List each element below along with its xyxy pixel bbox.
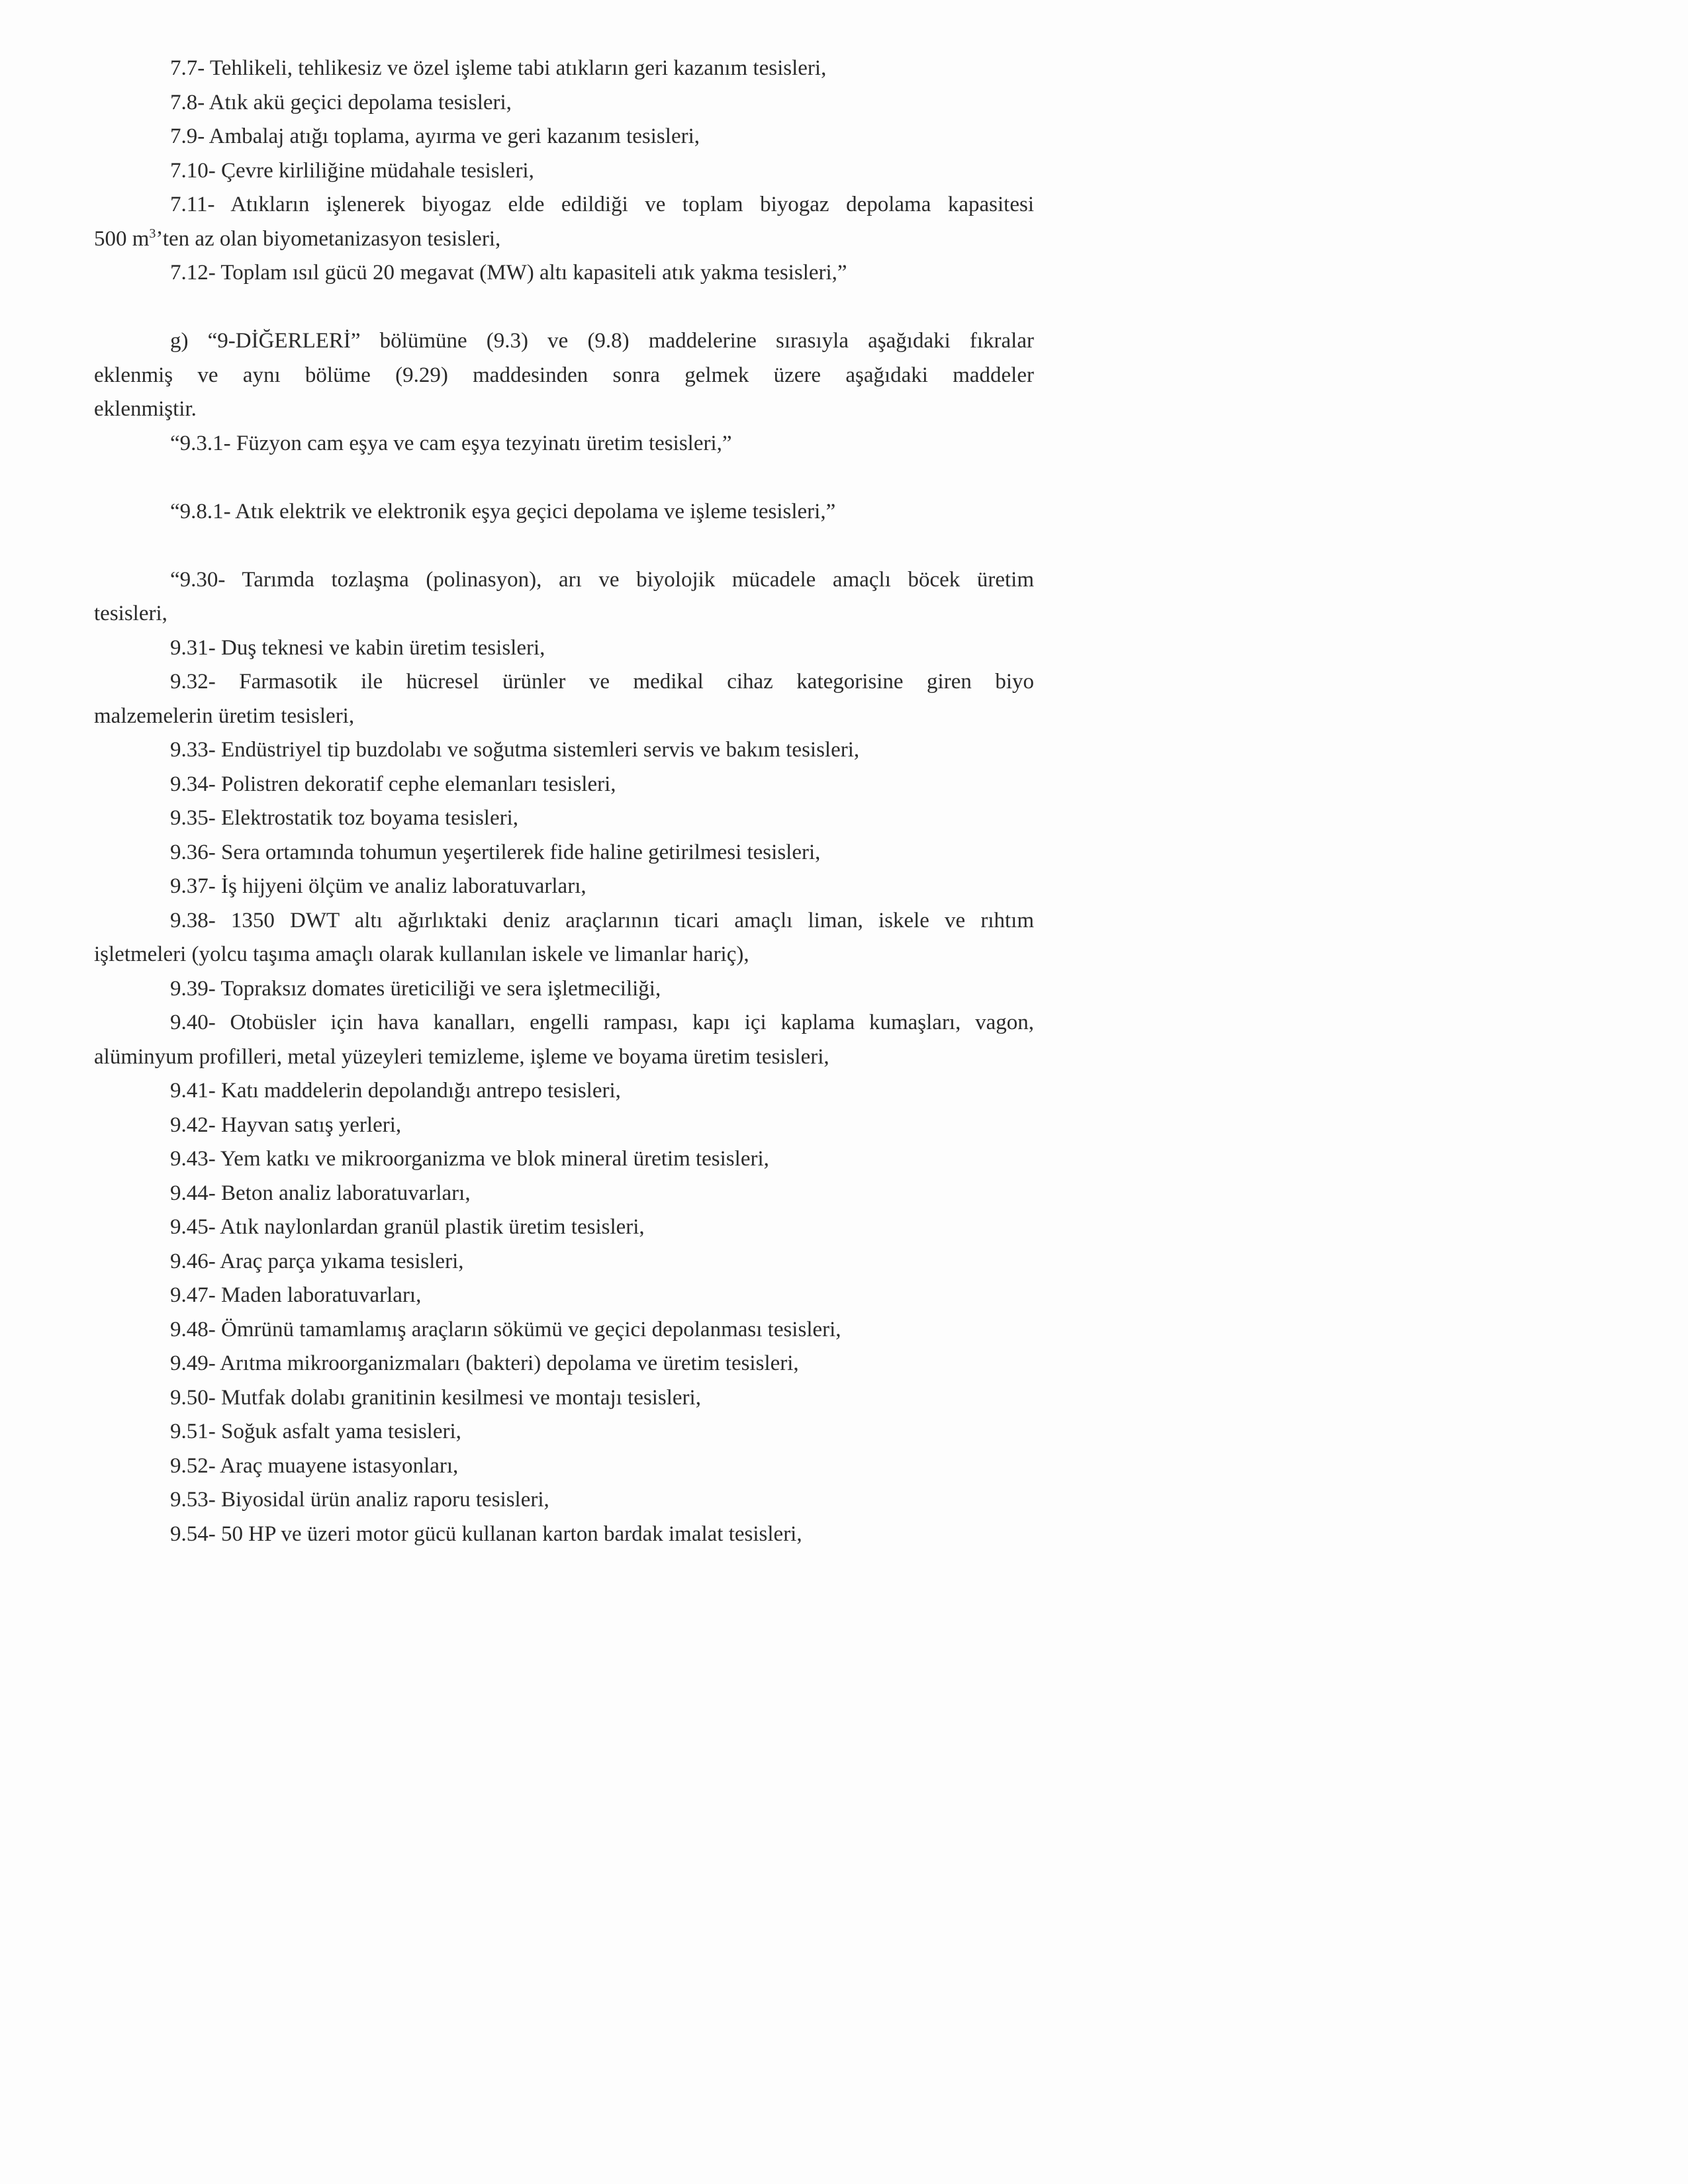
list-item-7-8: 7.8- Atık akü geçici depolama tesisleri, xyxy=(170,90,512,114)
list-item-9-34: 9.34- Polistren dekoratif cephe elemanları tesisleri, xyxy=(170,772,616,796)
list-item-9-45: 9.45- Atık naylonlardan granül plastik üretim tesisleri, xyxy=(170,1215,645,1239)
clause-g-line-3: eklenmiştir. xyxy=(94,397,197,421)
document-body xyxy=(94,52,1034,1551)
list-item-9-30-line-2: tesisleri, xyxy=(94,602,167,625)
list-item-9-39: 9.39- Topraksız domates üreticiliği ve sera işletmeciliği, xyxy=(170,976,661,1001)
spacer xyxy=(94,529,1034,563)
spacer xyxy=(94,291,1034,325)
list-item-9-42: 9.42- Hayvan satış yerleri, xyxy=(170,1113,402,1137)
list-item-7-7: 7.7- Tehlikeli, tehlikesiz ve özel işleme tabi atıkların geri kazanım tesisleri, xyxy=(170,56,827,80)
list-item-9-48: 9.48- Ömrünü tamamlamış araçların sökümü ve geçici depolanması tesisleri, xyxy=(170,1317,841,1342)
list-item-9-41: 9.41- Katı maddelerin depolandığı antrepo tesisleri, xyxy=(170,1079,621,1103)
list-item-7-10: 7.10- Çevre kirliliğine müdahale tesisleri, xyxy=(170,158,534,183)
list-item-9-49: 9.49- Arıtma mikroorganizmaları (bakteri) depolama ve üretim tesisleri, xyxy=(170,1351,799,1375)
list-item-9-3-1: “9.3.1- Füzyon cam eşya ve cam eşya tezyinatı üretim tesisleri,” xyxy=(170,431,732,455)
list-item-9-52: 9.52- Araç muayene istasyonları, xyxy=(170,1453,459,1478)
list-item-7-11-rest: ’ten az olan biyometanizasyon tesisleri, xyxy=(156,226,501,251)
list-item-9-47: 9.47- Maden laboratuvarları, xyxy=(170,1283,422,1307)
list-item-9-50: 9.50- Mutfak dolabı granitinin kesilmesi ve montajı tesisleri, xyxy=(170,1385,701,1410)
list-item-7-12: 7.12- Toplam ısıl gücü 20 megavat (MW) altı kapasiteli atık yakma tesisleri,” xyxy=(170,261,847,285)
list-item-9-30-line-1: “9.30- Tarımda tozlaşma (polinasyon), arı ve biyolojik mücadele amaçlı böcek üretim xyxy=(170,567,1034,592)
list-item-9-8-1: “9.8.1- Atık elektrik ve elektronik eşya geçici depolama ve işleme tesisleri,” xyxy=(170,499,836,523)
list-item-7-9: 7.9- Ambalaj atığı toplama, ayırma ve geri kazanım tesisleri, xyxy=(170,124,700,148)
list-item-9-31: 9.31- Duş teknesi ve kabin üretim tesisleri, xyxy=(170,635,545,660)
list-item-9-43: 9.43- Yem katkı ve mikroorganizma ve blok mineral üretim tesisleri, xyxy=(170,1147,769,1171)
list-item-9-54: 9.54- 50 HP ve üzeri motor gücü kullanan karton bardak imalat tesisleri, xyxy=(170,1522,802,1546)
clause-g-line-1: g) “9-DİĞERLERİ” bölümüne (9.3) ve (9.8) maddelerine sırasıyla aşağıdaki fıkralar xyxy=(170,329,1034,353)
list-item-9-38-line-2: işletmeleri (yolcu taşıma amaçlı olarak kullanılan iskele ve limanlar hariç), xyxy=(94,942,749,966)
list-item-9-53: 9.53- Biyosidal ürün analiz raporu tesisleri, xyxy=(170,1488,549,1512)
list-item-9-36: 9.36- Sera ortamında tohumun yeşertilerek fide haline getirilmesi tesisleri, xyxy=(170,840,821,864)
list-item-9-35: 9.35- Elektrostatik toz boyama tesisleri, xyxy=(170,806,519,830)
cubic-superscript: 3 xyxy=(149,226,156,241)
list-item-9-46: 9.46- Araç parça yıkama tesisleri, xyxy=(170,1249,464,1273)
list-item-9-32-line-2: malzemelerin üretim tesisleri, xyxy=(94,704,355,728)
clause-g-line-2: eklenmiş ve aynı bölüme (9.29) maddesinden sonra gelmek üzere aşağıdaki maddeler xyxy=(94,363,1034,387)
volume-value: 500 m xyxy=(94,226,150,251)
list-item-9-38-line-1: 9.38- 1350 DWT altı ağırlıktaki deniz araçlarının ticari amaçlı liman, iskele ve rıhtım xyxy=(170,908,1034,933)
list-item-9-51: 9.51- Soğuk asfalt yama tesisleri, xyxy=(170,1420,461,1443)
list-item-9-37: 9.37- İş hijyeni ölçüm ve analiz laboratuvarları, xyxy=(170,874,586,898)
spacer xyxy=(94,461,1034,495)
list-item-9-44: 9.44- Beton analiz laboratuvarları, xyxy=(170,1181,471,1205)
list-item-7-11-line-2 xyxy=(94,222,1034,257)
list-item-9-40-line-1: 9.40- Otobüsler için hava kanalları, engelli rampası, kapı içi kaplama kumaşları, vagon, xyxy=(170,1011,1034,1034)
list-item-7-11-line-1: 7.11- Atıkların işlenerek biyogaz elde edildiği ve toplam biyogaz depolama kapasitesi xyxy=(170,193,1034,216)
list-item-9-40-line-2: alüminyum profilleri, metal yüzeyleri temizleme, işleme ve boyama üretim tesisleri, xyxy=(94,1044,829,1069)
list-item-9-32-line-1: 9.32- Farmasotik ile hücresel ürünler ve medikal cihaz kategorisine giren biyo xyxy=(170,670,1034,694)
list-item-9-33: 9.33- Endüstriyel tip buzdolabı ve soğutma sistemleri servis ve bakım tesisleri, xyxy=(170,738,860,762)
